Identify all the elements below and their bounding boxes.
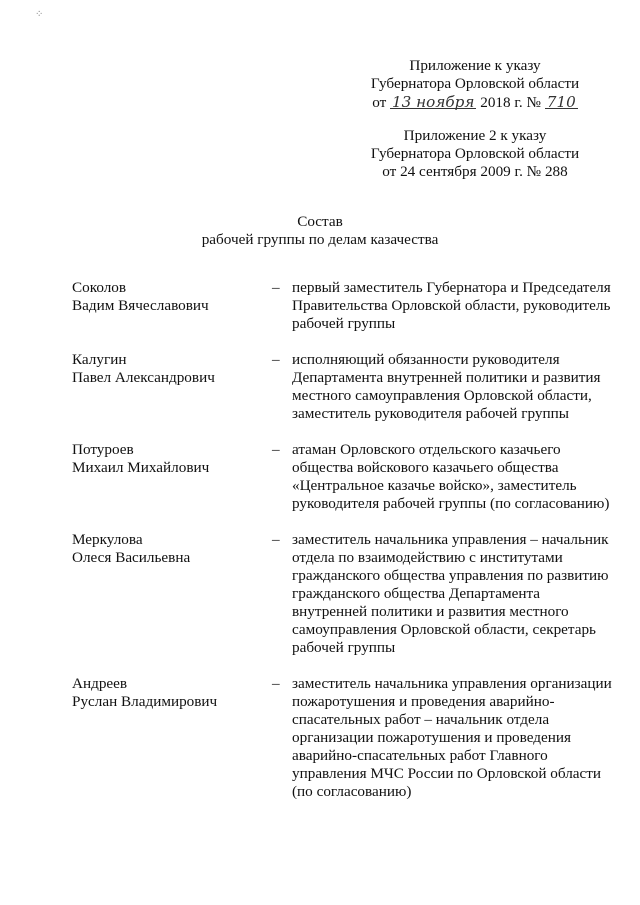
appendix-header-original [350, 127, 600, 181]
date-prefix: от [372, 94, 387, 111]
member-role: заместитель начальника управления организации пожаротушения и проведения аварийно-спасательных работ – начальник отдела организации пожаротушения и проведения аварийно-спасательных работ Главного управления МЧС России по Орловской области (по согласованию) [292, 675, 612, 800]
member-dash: – [272, 531, 280, 548]
member-surname: Потуроев [72, 441, 134, 458]
member-surname: Андреев [72, 675, 128, 692]
member-row [72, 531, 612, 657]
member-name [72, 675, 272, 801]
member-row [72, 279, 612, 333]
title-line-1: Состав [297, 213, 343, 230]
appendix-line-2: Губернатора Орловской области [370, 75, 580, 92]
member-name [72, 351, 272, 423]
member-surname: Калугин [72, 351, 127, 368]
members-list [72, 279, 612, 819]
member-surname: Соколов [72, 279, 127, 296]
member-role: исполняющий обязанности руководителя Департамента внутренней политики и развития местного самоуправления Орловской области, заместитель руководителя рабочей группы [292, 351, 601, 422]
member-given-name: Вадим Вячеславович [72, 297, 209, 314]
member-surname: Меркулова [72, 531, 143, 548]
member-dash: – [272, 441, 280, 458]
original-appendix-line-3: от 24 сентября 2009 г. № 288 [382, 163, 568, 180]
member-row [72, 351, 612, 423]
appendix-line-1: Приложение к указу [409, 57, 541, 74]
title-line-2: рабочей группы по делам казачества [201, 231, 439, 248]
member-dash: – [272, 279, 280, 296]
member-row [72, 675, 612, 801]
member-role: атаман Орловского отдельского казачьего общества войскового казачьего общества «Центральное казачье войско», заместитель руководителя рабочей группы (по согласованию) [292, 441, 610, 512]
member-row [72, 441, 612, 513]
document-title [0, 213, 640, 249]
member-name [72, 441, 272, 513]
original-appendix-line-1: Приложение 2 к указу [403, 127, 547, 144]
member-given-name: Михаил Михайлович [72, 459, 210, 476]
handwritten-number: 710 [546, 93, 576, 111]
member-given-name: Олеся Васильевна [72, 549, 191, 566]
appendix-date-line [350, 93, 600, 112]
member-given-name: Руслан Владимирович [72, 693, 218, 710]
handwritten-date: 13 ноября [392, 93, 475, 111]
member-name [72, 531, 272, 657]
member-name [72, 279, 272, 333]
member-role: заместитель начальника управления – начальник отдела по взаимодействию с институтами гражданского общества управления по развитию гражданского общества Департамента внутренней политики и развития местного самоуправления Орловской области, секретарь рабочей группы [292, 531, 609, 656]
member-role: первый заместитель Губернатора и Председателя Правительства Орловской области, руководитель рабочей группы [292, 279, 611, 332]
member-given-name: Павел Александрович [72, 369, 215, 386]
original-appendix-line-2: Губернатора Орловской области [370, 145, 580, 162]
member-dash: – [272, 675, 280, 692]
member-dash: – [272, 351, 280, 368]
year-text: 2018 г. № [480, 94, 541, 111]
scan-speck: ⁘ [35, 9, 44, 20]
appendix-header-current [350, 57, 600, 112]
